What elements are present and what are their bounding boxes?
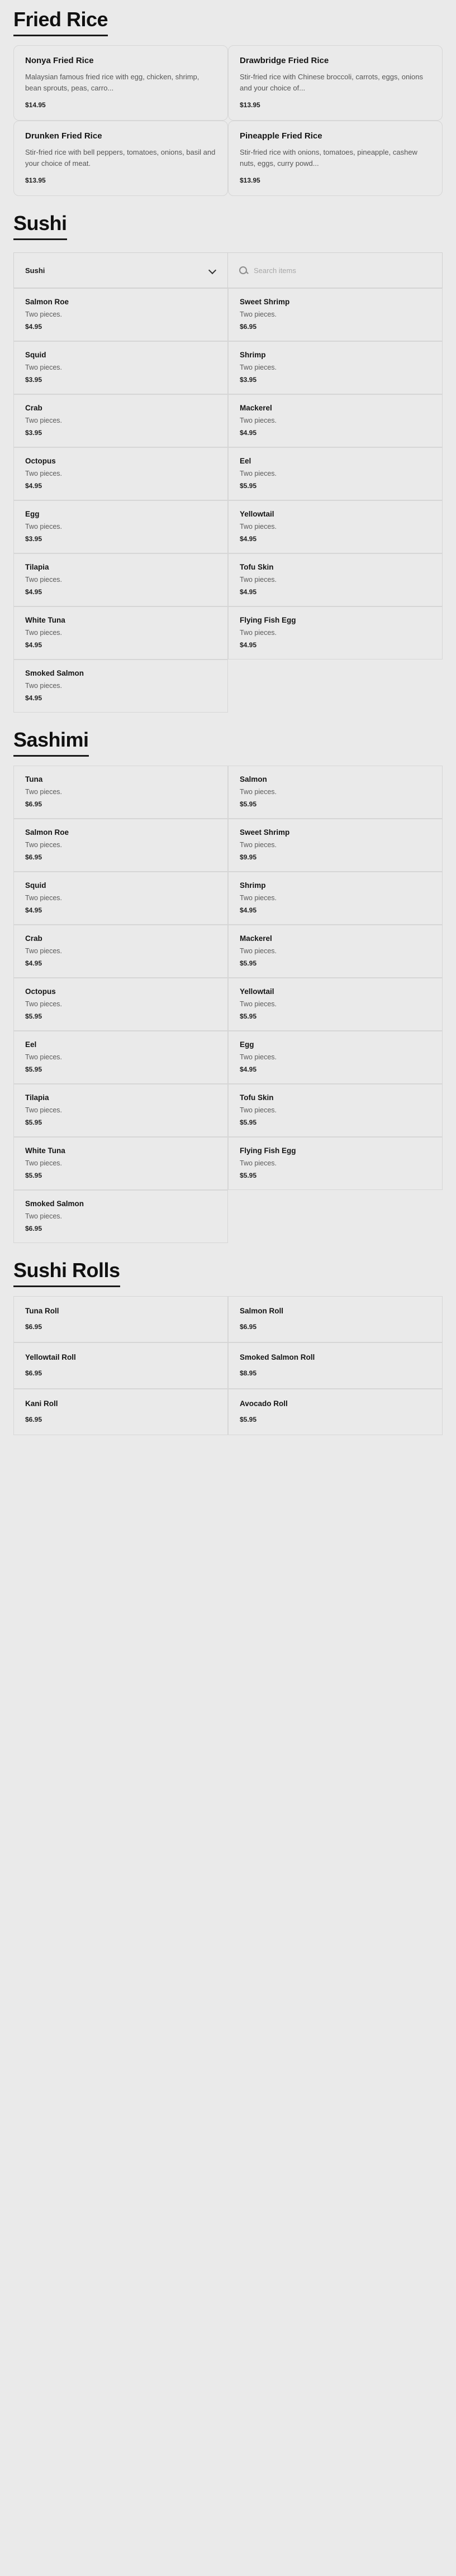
list-row [13, 659, 443, 713]
item-description: Two pieces. [240, 310, 277, 318]
item-description: Two pieces. [25, 947, 63, 955]
item-description: Stir-fried rice with Chinese broccoli, carrots, eggs, onions and your choice of... [240, 73, 424, 92]
item-description: Two pieces. [25, 576, 63, 584]
item-name: Salmon Roe [25, 298, 69, 306]
item-price: $6.95 [240, 323, 257, 331]
item-name: Octopus [25, 987, 56, 996]
item-description: Two pieces. [25, 523, 63, 531]
list-row [13, 394, 443, 447]
section-title-sushi-rolls: Sushi Rolls [13, 1259, 120, 1287]
section-header [0, 1243, 456, 1296]
item-price: $5.95 [240, 800, 257, 808]
list-row [13, 288, 443, 341]
item-name: White Tuna [25, 616, 65, 624]
item-price: $6.95 [25, 1369, 42, 1377]
item-description: Stir-fried rice with bell peppers, tomatoes, onions, basil and your choice of meat. [25, 148, 216, 168]
item-price: $4.95 [240, 641, 257, 649]
item-price: $4.95 [25, 959, 42, 967]
item-description: Two pieces. [240, 1106, 277, 1114]
list-item[interactable] [228, 447, 443, 500]
item-price: $5.95 [240, 1012, 257, 1020]
list-item[interactable] [13, 1389, 228, 1435]
item-price: $6.95 [25, 1323, 42, 1331]
item-name: Yellowtail [240, 510, 274, 518]
list-item[interactable] [13, 606, 228, 659]
section-sashimi [0, 713, 456, 1243]
item-description: Two pieces. [25, 841, 63, 849]
list-row [13, 1084, 443, 1137]
item-name: Crab [25, 404, 42, 412]
item-description: Two pieces. [240, 417, 277, 424]
item-price: $4.95 [25, 323, 42, 331]
item-name: Tofu Skin [240, 563, 274, 571]
item-name: White Tuna [25, 1146, 65, 1155]
menu-item-card[interactable] [228, 45, 443, 121]
section-fried-rice [0, 0, 456, 196]
item-price: $4.95 [25, 482, 42, 490]
list-item[interactable] [13, 288, 228, 341]
item-name: Crab [25, 934, 42, 943]
item-name: Mackerel [240, 934, 272, 943]
item-price: $13.95 [240, 176, 260, 184]
item-description: Two pieces. [240, 1000, 277, 1008]
item-name: Salmon [240, 775, 267, 783]
item-name: Shrimp [240, 351, 266, 359]
section-header [0, 0, 456, 45]
list-item[interactable] [228, 1342, 443, 1389]
item-name: Yellowtail [240, 987, 274, 996]
list-item[interactable] [13, 341, 228, 394]
item-price: $4.95 [240, 588, 257, 596]
item-price: $6.95 [25, 853, 42, 861]
item-description: Two pieces. [240, 523, 277, 531]
list-item[interactable] [228, 1031, 443, 1084]
list-item[interactable] [228, 872, 443, 925]
item-description: Two pieces. [25, 1053, 63, 1061]
menu-item-card[interactable] [228, 121, 443, 196]
list-item[interactable] [228, 978, 443, 1031]
section-sushi [0, 196, 456, 713]
list-row [13, 1342, 443, 1389]
item-name: Smoked Salmon [25, 1199, 84, 1208]
item-price: $6.95 [25, 1225, 42, 1232]
item-description: Two pieces. [240, 894, 277, 902]
item-price: $5.95 [240, 1416, 257, 1423]
item-price: $4.95 [25, 694, 42, 702]
section-title-sushi: Sushi [13, 212, 67, 240]
item-price: $9.95 [240, 853, 257, 861]
item-name: Eel [25, 1040, 37, 1049]
list-row [13, 1137, 443, 1190]
item-name: Flying Fish Egg [240, 1146, 296, 1155]
list-item[interactable] [228, 500, 443, 553]
list-row [13, 447, 443, 500]
sashimi-list [0, 766, 456, 1243]
list-item[interactable] [228, 1084, 443, 1137]
section-sushi-rolls [0, 1243, 456, 1435]
item-description: Two pieces. [240, 947, 277, 955]
item-price: $6.95 [25, 1416, 42, 1423]
item-price: $5.95 [25, 1119, 42, 1126]
list-row [13, 1031, 443, 1084]
item-description: Two pieces. [240, 364, 277, 371]
item-name: Tuna Roll [25, 1307, 59, 1315]
item-name: Avocado Roll [240, 1399, 288, 1408]
item-price: $5.95 [240, 1119, 257, 1126]
section-title-sashimi: Sashimi [13, 728, 89, 757]
list-row [13, 766, 443, 819]
list-item[interactable] [13, 766, 228, 819]
sushi-controls [0, 252, 456, 288]
list-item[interactable] [13, 1137, 228, 1190]
menu-item-card[interactable] [13, 121, 228, 196]
list-row [13, 606, 443, 659]
list-item[interactable] [228, 553, 443, 606]
list-row [13, 500, 443, 553]
item-price: $4.95 [240, 429, 257, 437]
list-item[interactable] [228, 1296, 443, 1342]
list-item[interactable] [13, 1296, 228, 1342]
item-description: Two pieces. [25, 470, 63, 477]
list-item[interactable] [13, 978, 228, 1031]
section-title-fried-rice: Fried Rice [13, 8, 108, 36]
item-description: Two pieces. [25, 310, 63, 318]
list-item[interactable] [228, 606, 443, 659]
item-name: Drunken Fried Rice [25, 131, 102, 141]
section-header [0, 196, 456, 249]
list-row [13, 1296, 443, 1342]
list-item[interactable] [13, 553, 228, 606]
item-name: Smoked Salmon [25, 669, 84, 677]
item-price: $13.95 [240, 101, 260, 109]
item-name: Shrimp [240, 881, 266, 890]
list-item[interactable] [13, 925, 228, 978]
item-price: $8.95 [240, 1369, 257, 1377]
item-description: Two pieces. [25, 1159, 63, 1167]
search-input[interactable] [253, 266, 431, 275]
item-price: $3.95 [25, 429, 42, 437]
list-item[interactable] [13, 1031, 228, 1084]
item-description: Two pieces. [240, 1053, 277, 1061]
list-item[interactable] [13, 1084, 228, 1137]
item-name: Tofu Skin [240, 1093, 274, 1102]
list-item[interactable] [228, 1137, 443, 1190]
list-row [13, 819, 443, 872]
item-description: Two pieces. [240, 788, 277, 796]
list-item-placeholder [228, 1190, 443, 1243]
search-icon [239, 266, 247, 274]
item-name: Octopus [25, 457, 56, 465]
item-description: Two pieces. [240, 629, 277, 637]
item-name: Sweet Shrimp [240, 828, 290, 837]
list-item[interactable] [228, 341, 443, 394]
list-item[interactable] [13, 1190, 228, 1243]
list-item[interactable] [228, 1389, 443, 1435]
item-description: Two pieces. [240, 470, 277, 477]
list-item[interactable] [13, 500, 228, 553]
item-description: Two pieces. [25, 1000, 63, 1008]
list-item[interactable] [228, 766, 443, 819]
item-name: Eel [240, 457, 251, 465]
item-description: Two pieces. [25, 788, 63, 796]
fried-rice-grid [0, 45, 456, 196]
menu-item-card[interactable] [13, 45, 228, 121]
item-price: $13.95 [25, 176, 46, 184]
list-item[interactable] [228, 394, 443, 447]
item-name: Egg [240, 1040, 254, 1049]
item-description: Two pieces. [240, 1159, 277, 1167]
search-field[interactable] [228, 252, 443, 288]
item-price: $6.95 [240, 1323, 257, 1331]
item-name: Nonya Fried Rice [25, 56, 94, 65]
category-select-value: Sushi [25, 266, 45, 275]
list-row [13, 341, 443, 394]
item-price: $5.95 [240, 1172, 257, 1179]
list-row [13, 925, 443, 978]
item-price: $5.95 [25, 1012, 42, 1020]
item-description: Two pieces. [25, 364, 63, 371]
list-row [13, 872, 443, 925]
list-row [13, 553, 443, 606]
list-item[interactable] [13, 819, 228, 872]
list-row [13, 978, 443, 1031]
item-description: Stir-fried rice with onions, tomatoes, pineapple, cashew nuts, eggs, curry powd... [240, 148, 417, 168]
item-name: Squid [25, 351, 46, 359]
list-row [13, 1190, 443, 1243]
list-item[interactable] [13, 1342, 228, 1389]
item-description: Two pieces. [240, 576, 277, 584]
item-name: Pineapple Fried Rice [240, 131, 322, 141]
item-name: Tilapia [25, 563, 49, 571]
item-price: $4.95 [240, 906, 257, 914]
item-name: Tilapia [25, 1093, 49, 1102]
item-price: $4.95 [240, 535, 257, 543]
item-name: Salmon Roll [240, 1307, 284, 1315]
item-name: Drawbridge Fried Rice [240, 56, 329, 65]
item-name: Yellowtail Roll [25, 1353, 76, 1361]
item-description: Two pieces. [25, 417, 63, 424]
list-item-placeholder [228, 659, 443, 713]
item-description: Two pieces. [25, 629, 63, 637]
item-description: Two pieces. [25, 1106, 63, 1114]
item-name: Squid [25, 881, 46, 890]
item-price: $4.95 [25, 641, 42, 649]
section-header [0, 713, 456, 766]
list-item[interactable] [13, 394, 228, 447]
item-name: Flying Fish Egg [240, 616, 296, 624]
item-description: Two pieces. [25, 682, 63, 690]
list-item[interactable] [228, 288, 443, 341]
item-description: Two pieces. [25, 1212, 63, 1220]
item-price: $3.95 [25, 535, 42, 543]
list-item[interactable] [228, 819, 443, 872]
item-price: $5.95 [25, 1172, 42, 1179]
item-description: Two pieces. [240, 841, 277, 849]
item-price: $3.95 [25, 376, 42, 384]
item-name: Egg [25, 510, 40, 518]
item-name: Mackerel [240, 404, 272, 412]
item-name: Smoked Salmon Roll [240, 1353, 315, 1361]
chevron-down-icon [210, 267, 216, 274]
list-row [13, 1389, 443, 1435]
list-item[interactable] [228, 925, 443, 978]
sushi-rolls-list [0, 1296, 456, 1435]
category-select[interactable] [13, 252, 228, 288]
item-price: $3.95 [240, 376, 257, 384]
item-name: Kani Roll [25, 1399, 58, 1408]
list-item[interactable] [13, 447, 228, 500]
sushi-list [0, 288, 456, 713]
list-item[interactable] [13, 872, 228, 925]
item-price: $4.95 [25, 588, 42, 596]
item-price: $6.95 [25, 800, 42, 808]
item-description: Two pieces. [25, 894, 63, 902]
item-price: $5.95 [25, 1065, 42, 1073]
item-price: $4.95 [240, 1065, 257, 1073]
item-price: $4.95 [25, 906, 42, 914]
item-price: $5.95 [240, 959, 257, 967]
item-price: $14.95 [25, 101, 46, 109]
item-name: Sweet Shrimp [240, 298, 290, 306]
item-description: Malaysian famous fried rice with egg, chicken, shrimp, bean sprouts, peas, carro... [25, 73, 200, 92]
list-item[interactable] [13, 659, 228, 713]
item-name: Salmon Roe [25, 828, 69, 837]
item-name: Tuna [25, 775, 43, 783]
item-price: $5.95 [240, 482, 257, 490]
